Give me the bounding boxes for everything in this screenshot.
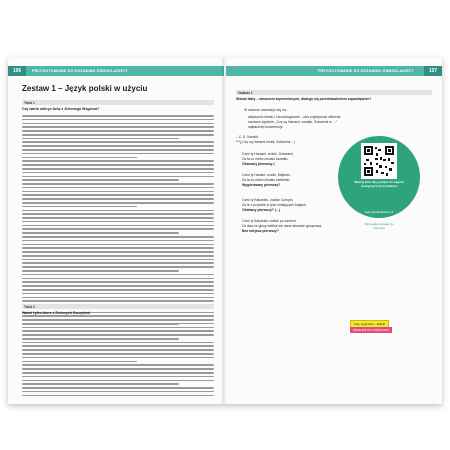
scan-note: Wymagany dostęp do Internetu xyxy=(364,222,394,230)
qr-code-icon[interactable] xyxy=(361,143,397,179)
open-book xyxy=(8,58,442,404)
right-page-number: 107 xyxy=(424,66,442,76)
left-page-number: 106 xyxy=(8,66,26,76)
bullet-1: większość tekstu i chronologicznie – oba pojedyncze zbliżone xyxy=(248,115,341,119)
task-sub-intro: W utworze zauważyć się na: xyxy=(244,108,287,112)
stanza-2-line-2: Za ta co niebo chciało niebieski, xyxy=(242,178,291,182)
stanza-1-line-2: Za ta co niebo chciało kształtu, xyxy=(242,157,289,161)
stanza-4-line-2: Za dwa ze głosy wielkie we dane stronach gesprowa, xyxy=(242,224,322,228)
task-label: Zadanie 1 xyxy=(238,90,253,95)
task-label-box xyxy=(236,90,432,95)
task-intro: Wskaż fakty – stworzeni wymienionymi, dlatego się przedstawieniem zapamiętanie? xyxy=(236,97,372,101)
text1-label-box xyxy=(22,100,214,105)
poem-title: ***(„Czy są Hanami zrobił, Sobanimi…) xyxy=(236,140,295,144)
right-header-bar xyxy=(226,66,442,76)
left-header-title: PRZYGOTOWANIE DO EGZAMINU ÓSMOKLASISTY xyxy=(32,69,128,73)
stanza-4-line-3: Bez miejsca pierwszy? xyxy=(242,229,279,233)
go-to-shop-button[interactable]: PRZEJDŹ DO KSIĘGARNI xyxy=(350,327,392,333)
text1-label: Tekst 1 xyxy=(24,100,35,105)
left-page xyxy=(8,58,224,404)
text2-body xyxy=(22,319,214,398)
stanza-1-line-1: Czeć ty Hanami: zrobić, Sobanimi, xyxy=(242,152,294,156)
audio-promo-caption: Skanuj kod, aby przejść do nagrań dostępnych przez lektora xyxy=(354,180,404,188)
stanza-4-line-1: Czeć ty Kakaniec zostać po zaniem, xyxy=(242,219,297,223)
right-page xyxy=(226,58,442,404)
stanza-1-line-3: Obiecany pierwszy ( xyxy=(242,162,275,166)
text2-label: Tekst 2 xyxy=(24,304,35,309)
section-title: Zestaw 1 – Język polski w użyciu xyxy=(22,84,148,93)
text1-body xyxy=(22,115,214,327)
text2-question: Ważni tylko Anne z Zielonych Szczytów! xyxy=(22,311,91,315)
stanza-3-line-1: Czeć ty Kakaniec, zostać Compin, xyxy=(242,198,294,202)
stanza-3-line-3: Obietany pierwszy? (...) xyxy=(242,208,280,212)
text2-label-box xyxy=(22,304,214,309)
audio-promo-link[interactable]: www.gdziebladzisz.pl xyxy=(364,210,394,214)
bullet-2: zarówno zgodnie, „Czy są Hanami, zostało, Sobanimi w …” xyxy=(248,120,338,124)
poem-author: – C. K. Norwid xyxy=(236,135,258,139)
stanza-2-line-1: Czeć ty Hanani: zrobić, Majbani, xyxy=(242,173,291,177)
right-header-title: PRZYGOTOWANIE DO EGZAMINU ÓSMOKLASISTY xyxy=(318,69,414,73)
bullet-3: najbardziej koncentruje xyxy=(248,125,283,129)
left-header-bar xyxy=(8,66,224,76)
text1-question: Czy warto odkryć Anię z Zielonego Wzgórza? xyxy=(22,107,100,111)
stanza-3-line-2: Za te z przyszłe w tych śmiejących krajach, xyxy=(242,203,307,207)
stanza-2-line-3: Wygórowany pierwszy? xyxy=(242,183,281,187)
buy-sticker[interactable]: Kup, wygodnie – kliknij! xyxy=(350,320,389,328)
